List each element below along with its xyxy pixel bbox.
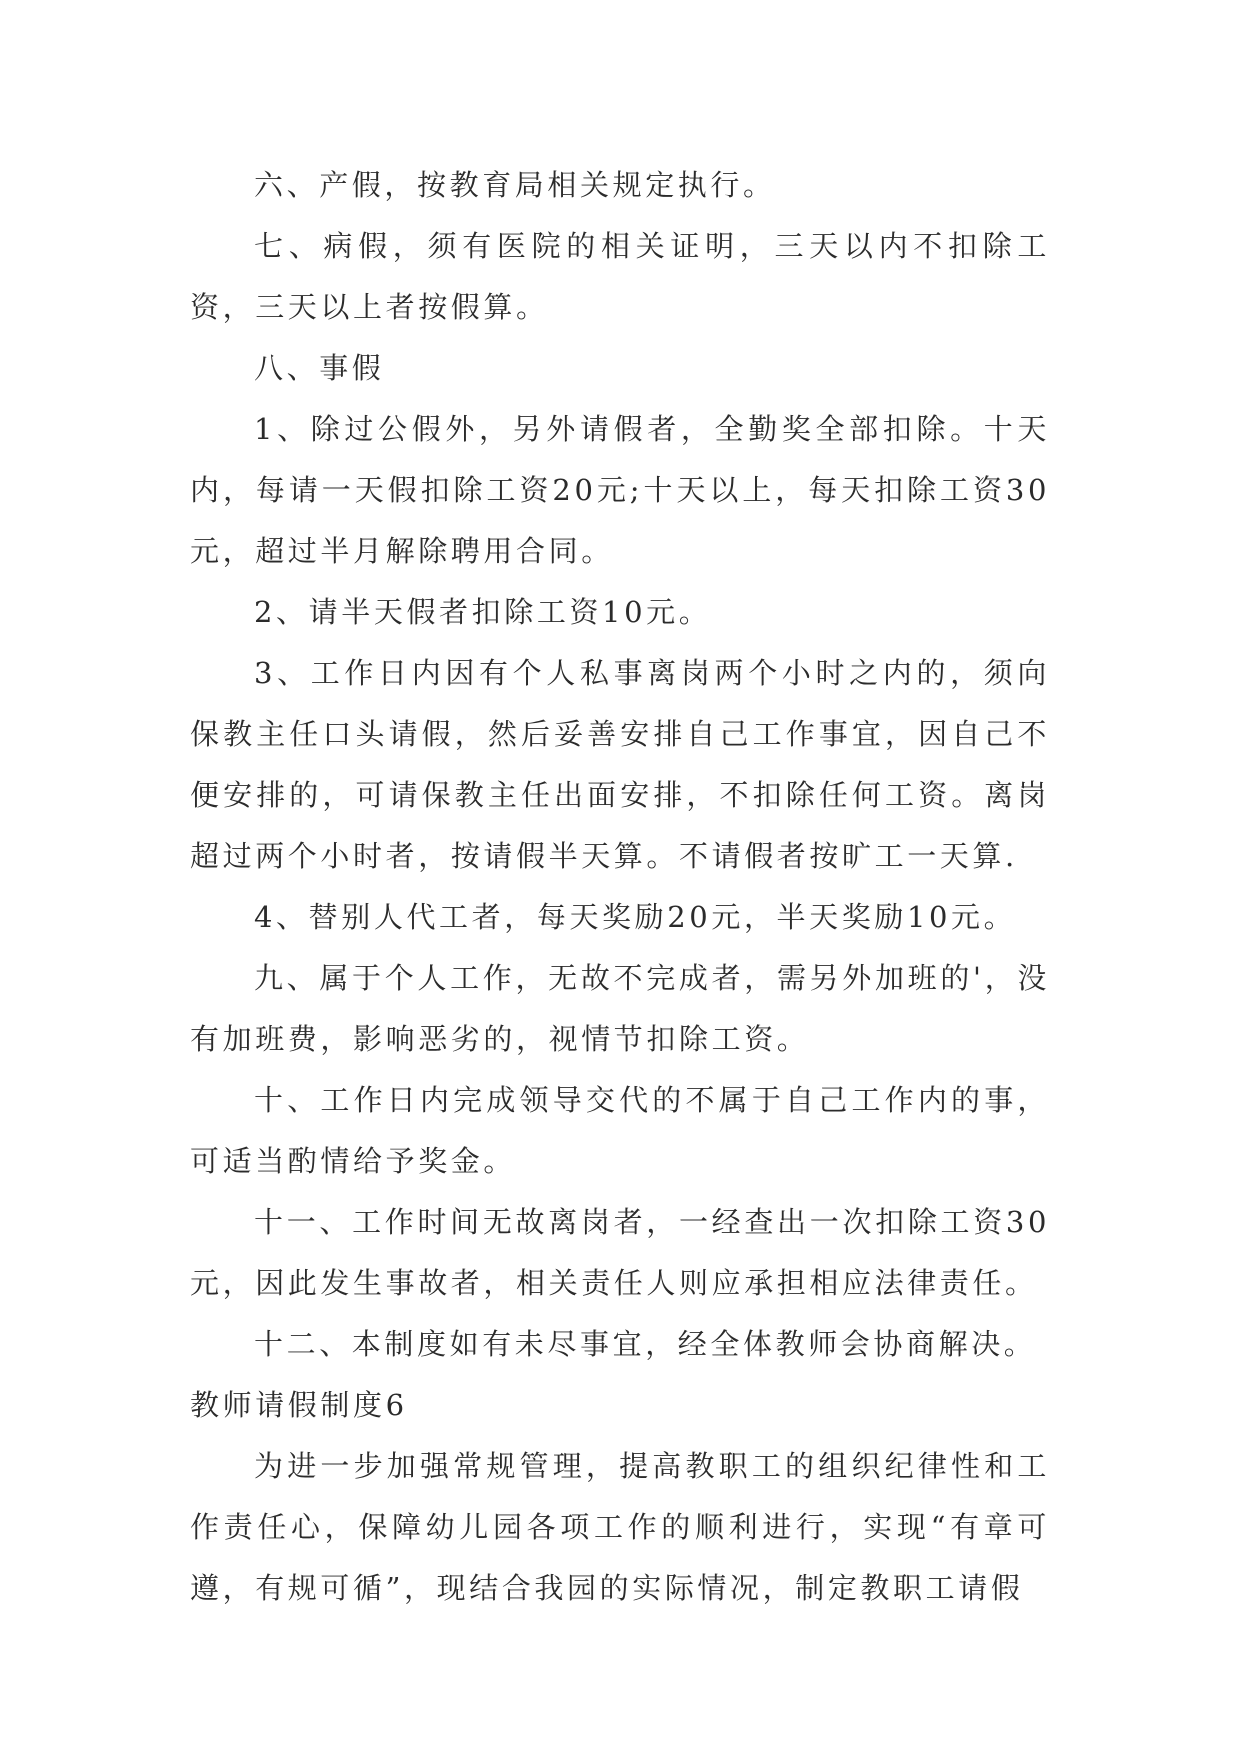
paragraph-personal-leave-item-1: 1、除过公假外，另外请假者，全勤奖全部扣除。十天内，每请一天假扣除工资20元;十天以上，每天扣除工资30元，超过半月解除聘用合同。 xyxy=(190,412,1050,568)
paragraph-sick-leave: 七、病假，须有医院的相关证明，三天以内不扣除工资，三天以上者按假算。 xyxy=(190,229,1050,324)
paragraph-personal-leave-item-4: 4、替别人代工者，每天奖励20元，半天奖励10元。 xyxy=(254,900,1017,934)
document-body xyxy=(190,155,1050,1619)
paragraph-personal-leave-heading: 八、事假 xyxy=(254,351,385,385)
paragraph-rule-9: 九、属于个人工作，无故不完成者，需另外加班的'，没有加班费，影响恶劣的，视情节扣除工资。 xyxy=(190,961,1050,1056)
section-title: 教师请假制度6 xyxy=(190,1388,408,1422)
paragraph-rule-11: 十一、工作时间无故离岗者，一经查出一次扣除工资30元，因此发生事故者，相关责任人则应承担相应法律责任。 xyxy=(190,1205,1050,1300)
paragraph-personal-leave-item-3: 3、工作日内因有个人私事离岗两个小时之内的，须向保教主任口头请假，然后妥善安排自己工作事宜，因自己不便安排的，可请保教主任出面安排，不扣除任何工资。离岗超过两个小时者，按请假半天算。不请假者按旷工一天算. xyxy=(190,656,1050,873)
paragraph-intro: 为进一步加强常规管理，提高教职工的组织纪律性和工作责任心，保障幼儿园各项工作的顺利进行，实现“有章可遵，有规可循”，现结合我园的实际情况，制定教职工请假 xyxy=(190,1449,1050,1605)
paragraph-maternity-leave: 六、产假，按教育局相关规定执行。 xyxy=(254,168,776,202)
paragraph-rule-10: 十、工作日内完成领导交代的不属于自己工作内的事，可适当酌情给予奖金。 xyxy=(190,1083,1050,1178)
paragraph-personal-leave-item-2: 2、请半天假者扣除工资10元。 xyxy=(254,595,712,629)
paragraph-rule-12: 十二、本制度如有未尽事宜，经全体教师会协商解决。 xyxy=(254,1327,1037,1361)
